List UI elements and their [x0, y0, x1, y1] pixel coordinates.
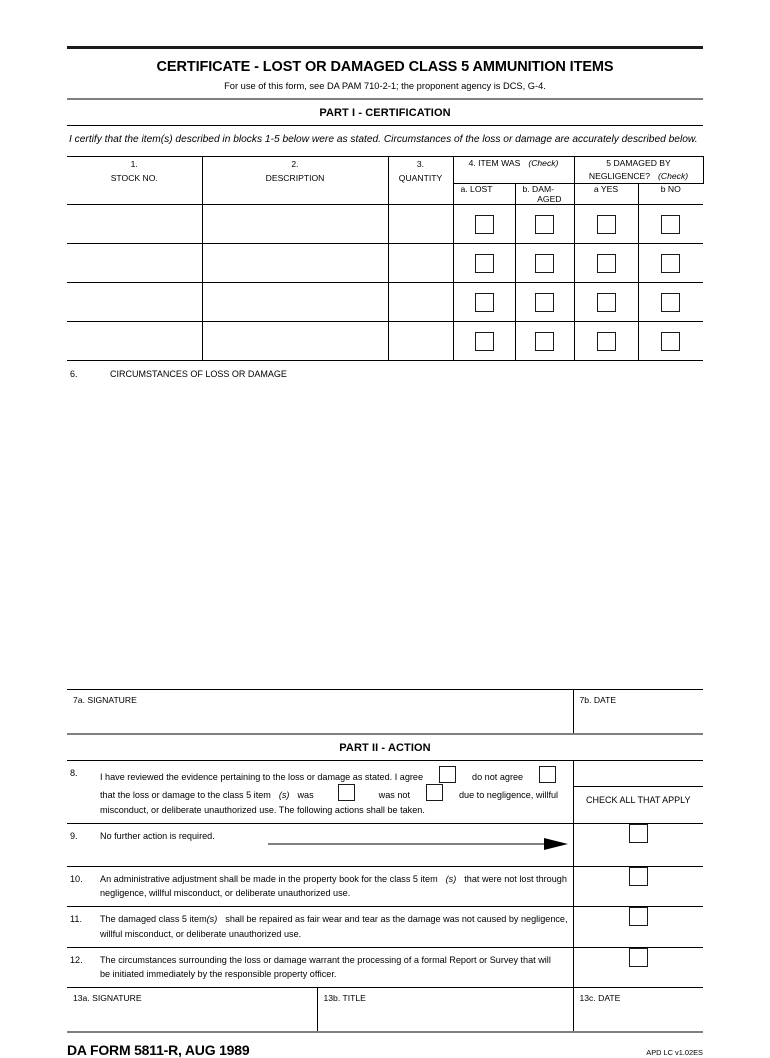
- checkbox-action-11[interactable]: [629, 907, 648, 926]
- checkbox-negligence-yes[interactable]: [597, 254, 616, 273]
- cell-quantity[interactable]: [388, 243, 453, 282]
- page-title: CERTIFICATE - LOST OR DAMAGED CLASS 5 AMMUNITION ITEMS: [156, 59, 614, 75]
- item-9-cell: [67, 823, 573, 866]
- table-row: [67, 204, 703, 243]
- cell-negligence-no-checkbox[interactable]: [638, 243, 703, 282]
- col-subheader-damaged-line1: b. DAM-: [522, 183, 555, 194]
- item-8-text-1: I have reviewed the evidence pertaining to the loss or damage as stated. I agree: [100, 771, 424, 782]
- item-12-number: 12.: [70, 954, 83, 965]
- date-13c-label: 13c. DATE: [579, 993, 621, 1004]
- item-8-number: 8.: [70, 767, 78, 778]
- item-9-text: [67, 824, 573, 866]
- col-header-item-was: [453, 156, 574, 183]
- item-10-line1: An administrative adjustment shall be made in the property book for the class 5 item: [100, 873, 438, 884]
- item-8-text-5: was not: [378, 790, 410, 801]
- col-header-negligence-line1: 5 DAMAGED BY: [606, 157, 671, 168]
- checkbox-action-10[interactable]: [629, 867, 648, 886]
- item-10-line2: negligence, willful misconduct, or deliberate unauthorized use.: [100, 888, 351, 899]
- cell-description[interactable]: [202, 321, 388, 360]
- checkbox-lost[interactable]: [475, 293, 494, 312]
- checkbox-lost[interactable]: [475, 254, 494, 273]
- title-13b-cell[interactable]: [317, 988, 573, 1031]
- part-1-banner: PART I - CERTIFICATION: [319, 107, 451, 119]
- item-8-text-2: do not agree: [472, 771, 524, 782]
- date-7b-label: 7b. DATE: [579, 694, 617, 705]
- cell-damaged-checkbox[interactable]: [515, 282, 574, 321]
- part-2-item11-row: [67, 907, 703, 947]
- col-header-item-was-note: (Check): [528, 157, 559, 168]
- col-subheader-yes-label: a YES: [593, 183, 619, 194]
- form-subtitle: For use of this form, see DA PAM 710-2-1; the proponent agency is DCS, G-4.: [224, 81, 546, 91]
- item-12-text: [67, 948, 573, 987]
- part-2-table: [67, 761, 703, 988]
- part-2-item9-row: [67, 823, 703, 866]
- signature-13a-cell[interactable]: [67, 988, 317, 1031]
- header-top-rule: [67, 46, 703, 49]
- date-7b-cell[interactable]: [573, 689, 703, 733]
- checkbox-negligence-no[interactable]: [661, 293, 680, 312]
- item-10-check-cell[interactable]: [573, 866, 703, 906]
- checkbox-lost[interactable]: [475, 215, 494, 234]
- item-8-text-3: that the loss or damage to the class 5 item: [100, 790, 271, 801]
- checkbox-negligence-no[interactable]: [661, 332, 680, 351]
- checkbox-damaged[interactable]: [535, 215, 554, 234]
- table-row: [67, 321, 703, 360]
- item-8-text-4: was: [297, 790, 314, 801]
- signature-13a-label: 13a. SIGNATURE: [73, 993, 142, 1004]
- checkbox-negligence-no[interactable]: [661, 254, 680, 273]
- item-table: [67, 156, 704, 361]
- col-header-stock-no-label: STOCK NO.: [110, 173, 158, 184]
- item-11-text: [67, 907, 573, 946]
- item-12-cell: [67, 947, 573, 987]
- checkbox-negligence-yes[interactable]: [597, 215, 616, 234]
- signature-7a-label: 7a. SIGNATURE: [73, 694, 137, 705]
- form-footer: [67, 1033, 703, 1058]
- circumstances-number: 6.: [70, 368, 78, 379]
- cell-lost-checkbox[interactable]: [453, 282, 515, 321]
- checkbox-was[interactable]: [338, 784, 355, 801]
- item-12-check-cell[interactable]: [573, 947, 703, 987]
- cell-stock-no[interactable]: [67, 204, 202, 243]
- item-8-body: [100, 766, 558, 818]
- col-subheader-damaged-line2: AGED: [537, 193, 562, 204]
- signature-block-1: [67, 689, 703, 733]
- title-13b-label: 13b. TITLE: [323, 993, 366, 1004]
- col-header-quantity: [388, 156, 453, 204]
- item-10-line1-end: that were not lost through: [464, 873, 567, 884]
- checkbox-was-not[interactable]: [426, 784, 443, 801]
- item-12-line1: The circumstances surrounding the loss or damage warrant the processing of a formal Report or Survey that will: [100, 954, 551, 965]
- item-11-line1: The damaged class 5 item: [100, 914, 207, 925]
- item-12-body: [100, 953, 551, 982]
- col-header-quantity-label: QUANTITY: [398, 173, 443, 184]
- cell-description[interactable]: [202, 204, 388, 243]
- date-13c-cell[interactable]: [573, 988, 703, 1031]
- item-11-check-cell[interactable]: [573, 907, 703, 947]
- cell-quantity[interactable]: [388, 321, 453, 360]
- cell-negligence-yes-checkbox[interactable]: [574, 282, 638, 321]
- cell-quantity[interactable]: [388, 282, 453, 321]
- item-table-body: [67, 204, 703, 360]
- checkbox-damaged[interactable]: [535, 254, 554, 273]
- checkbox-action-12[interactable]: [629, 948, 648, 967]
- item-11-line1-end: shall be repaired as fair wear and tear as the damage was not caused by negligence,: [225, 914, 568, 925]
- cell-stock-no[interactable]: [67, 243, 202, 282]
- item-8-text-7: misconduct, or deliberate unauthorized use. The following actions shall be taken.: [100, 805, 425, 815]
- checkbox-do-not-agree[interactable]: [539, 766, 556, 783]
- check-all-that-apply-label: CHECK ALL THAT APPLY: [585, 794, 691, 805]
- item-10-number: 10.: [70, 873, 83, 884]
- item-11-cell: [67, 907, 573, 947]
- cell-lost-checkbox[interactable]: [453, 204, 515, 243]
- item-8-text-3-ital: (s): [278, 790, 290, 801]
- col-subheader-lost-label: a. LOST: [460, 183, 493, 194]
- col-header-description: [202, 156, 388, 204]
- cell-lost-checkbox[interactable]: [453, 321, 515, 360]
- item-8-text: [67, 761, 573, 823]
- col-header-stock-no-number: 1.: [130, 158, 138, 169]
- footer-revision: APD LC v1.02ES: [646, 1048, 703, 1058]
- col-subheader-damaged: [515, 183, 574, 204]
- signature-block-2: [67, 988, 703, 1031]
- checkbox-agree[interactable]: [439, 766, 456, 783]
- part-2-banner: PART II - ACTION: [339, 741, 431, 754]
- item-10-line1-ital: (s): [445, 873, 457, 884]
- cell-damaged-checkbox[interactable]: [515, 204, 574, 243]
- certification-statement: I certify that the item(s) described in blocks 1-5 below were as stated. Circumstances of the loss or damage are accurately described below.: [69, 134, 698, 145]
- item-9-number: 9.: [70, 830, 78, 841]
- form-page: [67, 0, 703, 1058]
- item-11-line1-ital: (s): [206, 914, 218, 925]
- check-all-header-cell: [573, 761, 703, 824]
- part-2-item12-row: [67, 947, 703, 987]
- cell-negligence-no-checkbox[interactable]: [638, 321, 703, 360]
- col-header-negligence-note: (Check): [658, 170, 689, 181]
- item-11-number: 11.: [70, 914, 82, 925]
- arrow-icon: [268, 838, 568, 850]
- item-12-line2: be initiated immediately by the responsible property officer.: [100, 969, 337, 980]
- item-table-header-row: [67, 156, 703, 183]
- col-header-damaged-negligence: [574, 156, 703, 183]
- col-header-description-label: DESCRIPTION: [265, 173, 325, 184]
- col-subheader-no-label: b NO: [660, 183, 681, 194]
- circumstances-input[interactable]: [67, 379, 703, 689]
- footer-form-id: DA FORM 5811-R, AUG 1989: [67, 1042, 250, 1058]
- checkbox-negligence-yes[interactable]: [597, 332, 616, 351]
- col-header-stock-no: [67, 156, 202, 204]
- item-10-body: [100, 872, 567, 901]
- cell-stock-no[interactable]: [67, 282, 202, 321]
- table-row: [67, 243, 703, 282]
- item-10-cell: [67, 866, 573, 906]
- cell-description[interactable]: [202, 282, 388, 321]
- cell-negligence-yes-checkbox[interactable]: [574, 243, 638, 282]
- cell-negligence-yes-checkbox[interactable]: [574, 321, 638, 360]
- cell-stock-no[interactable]: [67, 321, 202, 360]
- checkbox-lost[interactable]: [475, 332, 494, 351]
- checkbox-action-9[interactable]: [629, 824, 648, 843]
- cell-negligence-yes-checkbox[interactable]: [574, 204, 638, 243]
- col-subheader-lost: [453, 183, 515, 204]
- cell-negligence-no-checkbox[interactable]: [638, 204, 703, 243]
- circumstances-label: CIRCUMSTANCES OF LOSS OR DAMAGE: [110, 368, 287, 379]
- col-subheader-no: [638, 183, 703, 204]
- item-9-check-cell[interactable]: [573, 823, 703, 866]
- checkbox-negligence-no[interactable]: [661, 215, 680, 234]
- checkbox-damaged[interactable]: [535, 332, 554, 351]
- cell-damaged-checkbox[interactable]: [515, 243, 574, 282]
- cell-quantity[interactable]: [388, 204, 453, 243]
- col-header-item-was-text: 4. ITEM WAS: [468, 157, 521, 168]
- item-8-text-6: due to negligence, willful: [458, 790, 559, 801]
- col-header-description-number: 2.: [291, 158, 299, 169]
- item-11-body: [100, 912, 568, 941]
- cell-lost-checkbox[interactable]: [453, 243, 515, 282]
- col-header-quantity-number: 3.: [416, 158, 425, 169]
- item-8-cell: [67, 761, 573, 824]
- signature-7a-cell[interactable]: [67, 689, 573, 733]
- item-11-line2: willful misconduct, or deliberate unauthorized use.: [100, 928, 302, 939]
- cell-damaged-checkbox[interactable]: [515, 321, 574, 360]
- part-2-item8-row: [67, 761, 703, 824]
- cell-description[interactable]: [202, 243, 388, 282]
- part-2-item10-row: [67, 866, 703, 906]
- item-10-text: [67, 867, 573, 906]
- col-subheader-yes: [574, 183, 638, 204]
- col-header-negligence-line2: NEGLIGENCE?: [588, 170, 651, 181]
- circumstances-label-row: [67, 361, 703, 379]
- checkbox-negligence-yes[interactable]: [597, 293, 616, 312]
- checkbox-damaged[interactable]: [535, 293, 554, 312]
- item-9-body: No further action is required.: [100, 830, 215, 841]
- cell-negligence-no-checkbox[interactable]: [638, 282, 703, 321]
- table-row: [67, 282, 703, 321]
